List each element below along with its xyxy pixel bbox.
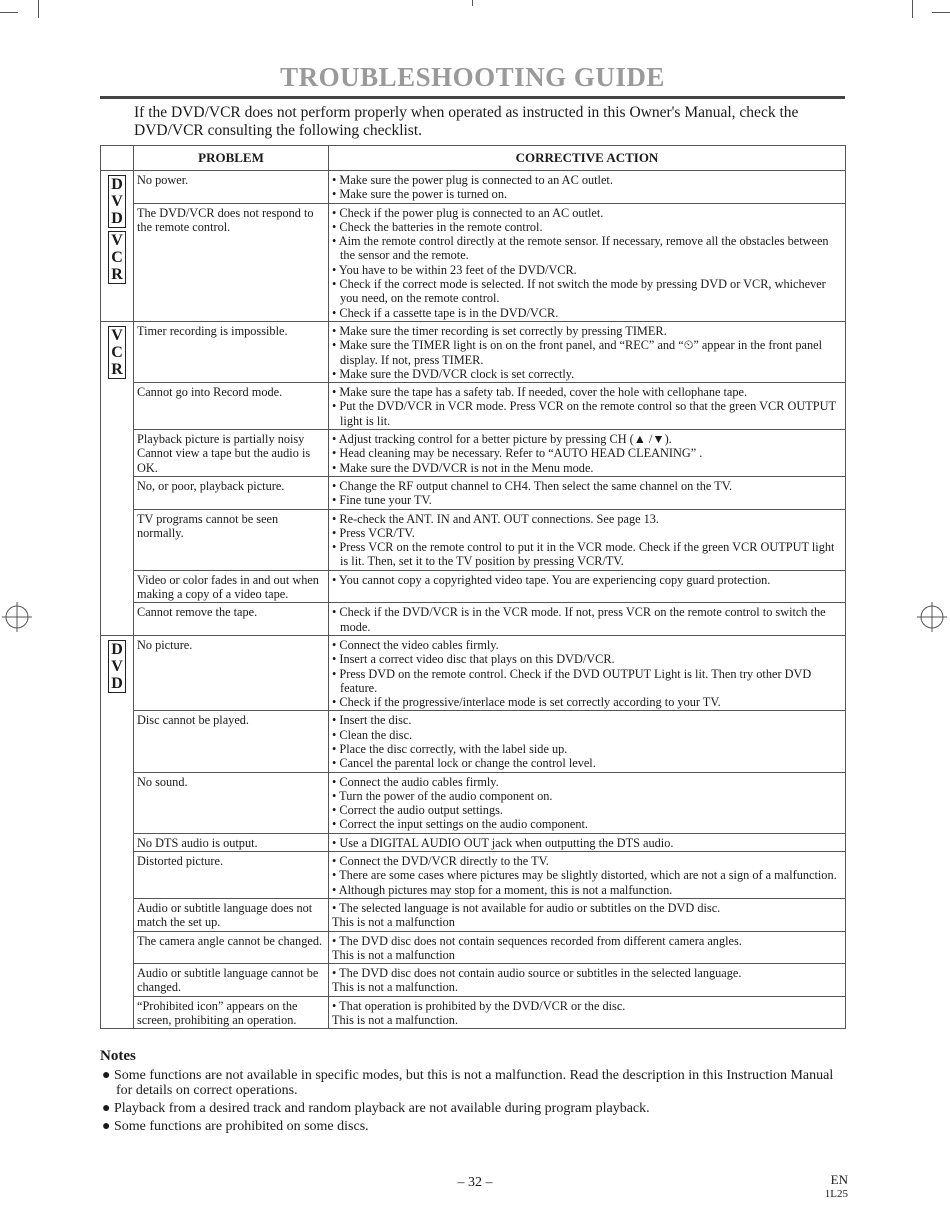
problem-cell: No, or poor, playback picture. [134,476,329,509]
table-row [101,603,846,636]
action-item: • The selected language is not available for audio or subtitles on the DVD disc. [332,900,721,915]
table-row [101,383,846,430]
section-letter: V [111,193,123,210]
problem-cell: No power. [134,171,329,204]
action-item: • The DVD disc does not contain sequences recorded from different camera angles. [332,933,742,948]
note-item: ● Some functions are prohibited on some discs. [102,1119,369,1134]
action-item: • Make sure the timer recording is set correctly by pressing TIMER. [332,323,667,338]
action-item: • Make sure the DVD/VCR clock is set correctly. [332,366,575,381]
problem-cell: Playback picture is partially noisy Cannot view a tape but the audio is OK. [134,430,329,477]
notes-list [102,1068,847,1137]
action-item: • Check the batteries in the remote control. [332,219,543,234]
action-cell [329,171,846,204]
problem-cell: Audio or subtitle language does not match the set up. [134,898,329,931]
action-item: • Correct the input settings on the audio component. [332,817,589,832]
section-letter-box [108,231,126,284]
section-letter: V [111,657,123,675]
action-item: • Make sure the TIMER light is on on the front panel, and “REC” and “⏲” appear in the front panel display. If not, press TIMER. [332,338,823,367]
section-label [101,635,134,1028]
problem-cell: TV programs cannot be seen normally. [134,509,329,570]
section-letter: D [111,176,123,193]
action-item: • Check if the DVD/VCR is in the VCR mode. If not, press VCR on the remote control to switch the mode. [332,605,826,634]
action-item: • Connect the DVD/VCR directly to the TV. [332,854,549,869]
crop-mark [0,12,18,13]
action-cell [329,852,846,899]
action-item: • Use a DIGITAL AUDIO OUT jack when outputting the DTS audio. [332,835,674,850]
action-cell [329,996,846,1029]
action-cell [329,476,846,509]
table-row [101,430,846,477]
problem-cell: Video or color fades in and out when making a copy of a video tape. [134,570,329,603]
title-rule [100,96,845,99]
action-cell [329,635,846,710]
action-item: • Make sure the DVD/VCR is not in the Menu mode. [332,460,594,475]
table-row [101,996,846,1029]
problem-cell: No picture. [134,635,329,710]
action-item: • Turn the power of the audio component on. [332,788,553,803]
action-item: • You cannot copy a copyrighted video tape. You are experiencing copy guard protection. [332,572,771,587]
table-row [101,321,846,382]
problem-cell: Cannot go into Record mode. [134,383,329,430]
problem-cell: Timer recording is impossible. [134,321,329,382]
action-item: • Check if the correct mode is selected. If not switch the mode by pressing DVD or VCR, whichever you need, on the remote control. [332,277,826,306]
action-item: • Make sure the power plug is connected to an AC outlet. [332,173,613,187]
action-header: CORRECTIVE ACTION [329,146,846,171]
section-letter: V [111,232,123,249]
action-item: This is not a malfunction. [332,1013,459,1028]
action-item: This is not a malfunction. [332,980,459,995]
action-item: • Adjust tracking control for a better picture by pressing CH (▲ /▼). [332,432,672,447]
table-row [101,203,846,321]
action-item: • Check if a cassette tape is in the DVD/VCR. [332,305,559,320]
section-letter-box [108,175,126,228]
action-item: • Connect the video cables firmly. [332,637,499,652]
section-label [101,171,134,322]
action-item: • Make sure the power is turned on. [332,187,508,202]
crop-mark [472,0,473,6]
problem-cell: Distorted picture. [134,852,329,899]
table-body [101,171,846,1029]
action-item: • That operation is prohibited by the DVD/VCR or the disc. [332,998,626,1013]
section-letter: D [111,210,123,227]
action-cell [329,570,846,603]
action-cell [329,203,846,321]
table-row [101,772,846,833]
action-item: This is not a malfunction [332,947,455,962]
problem-header: PROBLEM [134,146,329,171]
action-item: • Head cleaning may be necessary. Refer to “AUTO HEAD CLEANING” . [332,446,703,461]
note-item: ● Playback from a desired track and random playback are not available during program playback. [102,1101,650,1116]
section-letter-box [108,640,126,693]
table-row [101,570,846,603]
section-label [101,321,134,635]
crop-mark [932,12,950,13]
action-cell [329,964,846,997]
table-row [101,509,846,570]
troubleshooting-table [100,145,846,1029]
action-item: • Insert a correct video disc that plays on this DVD/VCR. [332,652,615,667]
table-row [101,852,846,899]
problem-cell: Cannot remove the tape. [134,603,329,636]
section-letter: D [111,674,123,692]
action-cell [329,772,846,833]
registration-mark-left [2,602,32,632]
action-item: • Connect the audio cables firmly. [332,774,499,789]
action-item: • Press VCR on the remote control to put it in the VCR mode. Check if the green VCR OUTPUT light is lit. Then, set it to the TV position by pressing VCR/TV. [332,540,835,569]
action-cell [329,321,846,382]
problem-cell: “Prohibited icon” appears on the screen, prohibiting an operation. [134,996,329,1029]
action-cell [329,509,846,570]
action-cell [329,711,846,772]
language-code: EN [830,1172,848,1187]
registration-mark-right [917,602,947,632]
action-cell [329,833,846,851]
action-cell [329,430,846,477]
note-item: ● Some functions are not available in specific modes, but this is not a malfunction. Read the description in this Instruction Manual for details on correct operations. [102,1068,834,1098]
problem-cell: No DTS audio is output. [134,833,329,851]
section-letter: C [111,249,123,266]
action-item: • Correct the audio output settings. [332,803,503,818]
problem-cell: The DVD/VCR does not respond to the remote control. [134,203,329,321]
table-row [101,711,846,772]
table-row [101,171,846,204]
action-item: • Cancel the parental lock or change the control level. [332,756,596,771]
action-item: • Re-check the ANT. IN and ANT. OUT connections. See page 13. [332,511,660,526]
table-row [101,898,846,931]
action-item: • Put the DVD/VCR in VCR mode. Press VCR on the remote control so that the green VCR OUTPUT light is lit. [332,399,836,428]
table-row [101,833,846,851]
action-item: • Place the disc correctly, with the label side up. [332,741,568,756]
action-item: • Make sure the tape has a safety tab. If needed, cover the hole with cellophane tape. [332,385,748,400]
action-item: • The DVD disc does not contain audio source or subtitles in the selected language. [332,966,742,981]
intro-text: If the DVD/VCR does not perform properly when operated as instructed in this Owner's Manual, check the DVD/VCR consulting the following checklist. [134,104,799,139]
action-cell [329,931,846,964]
section-header-cell [101,146,134,171]
action-item: • There are some cases where pictures may be slightly distorted, which are not a sign of a malfunction. [332,868,837,883]
table-row [101,931,846,964]
action-item: • Insert the disc. [332,713,412,728]
action-item: • Although pictures may stop for a moment, this is not a malfunction. [332,882,673,897]
section-letter: R [111,266,123,283]
table-row [101,635,846,710]
problem-cell: No sound. [134,772,329,833]
table-row [101,964,846,997]
section-letter: C [111,343,123,361]
crop-mark [38,0,39,18]
action-item: • Press DVD on the remote control. Check if the DVD OUTPUT Light is lit. Then try other DVD feature. [332,666,812,695]
problem-cell: Audio or subtitle language cannot be changed. [134,964,329,997]
table-row [101,476,846,509]
action-item: • Press VCR/TV. [332,525,415,540]
action-item: • Fine tune your TV. [332,493,432,508]
section-letter: V [111,326,123,344]
action-item: This is not a malfunction [332,915,455,930]
crop-mark [912,0,913,18]
action-cell [329,603,846,636]
problem-cell: Disc cannot be played. [134,711,329,772]
section-letter: D [111,640,123,658]
action-item: • Check if the power plug is connected to an AC outlet. [332,205,604,220]
page-number: – 32 – [457,1175,493,1190]
table-header-row [101,146,846,171]
action-cell [329,898,846,931]
action-item: • Check if the progressive/interlace mode is set correctly according to your TV. [332,695,721,710]
action-item: • Change the RF output channel to CH4. Then select the same channel on the TV. [332,478,733,493]
action-item: • Clean the disc. [332,727,413,742]
action-cell [329,383,846,430]
section-letter-box [108,326,126,379]
action-item: • You have to be within 23 feet of the DVD/VCR. [332,262,577,277]
section-letter: R [111,360,123,378]
page-title: TROUBLESHOOTING GUIDE [280,62,665,92]
document-code: 1L25 [824,1188,848,1200]
notes-heading: Notes [100,1048,136,1064]
action-item: • Aim the remote control directly at the remote sensor. If necessary, remove all the obstacles between the sensor and the remote. [332,234,829,263]
problem-cell: The camera angle cannot be changed. [134,931,329,964]
